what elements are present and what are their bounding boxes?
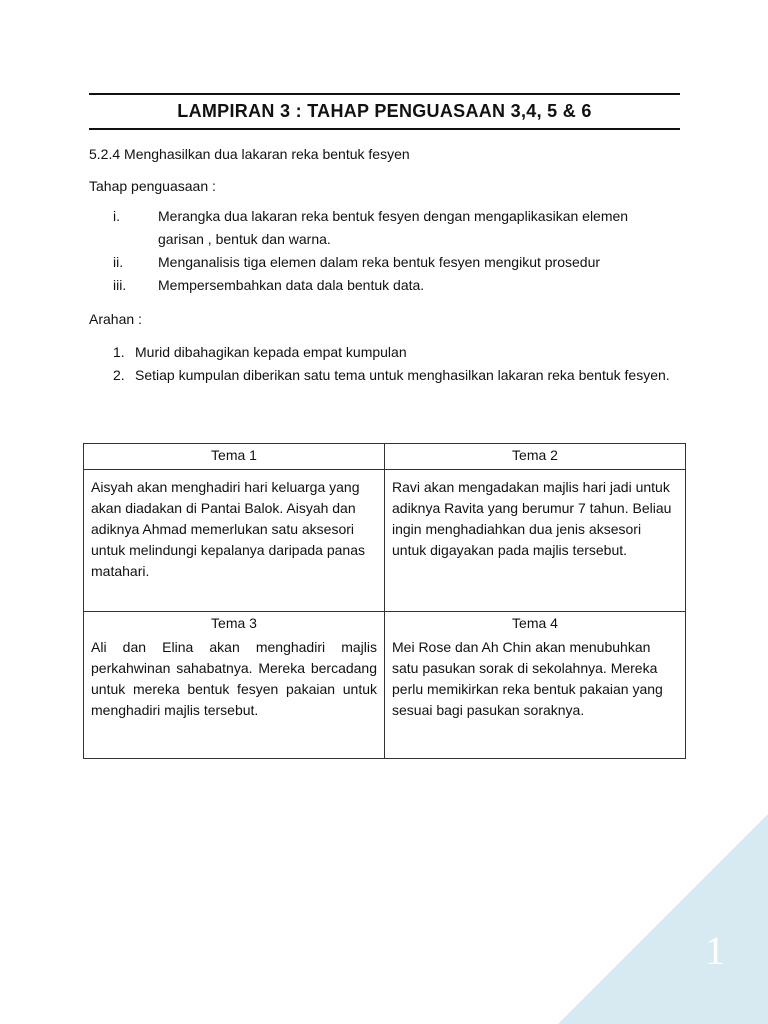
tema-1-text: Aisyah akan menghadiri hari keluarga yang akan diadakan di Pantai Balok. Aisyah dan adiknya Ahmad memerlukan satu aksesori untuk melindungi kepalanya daripada panas matahari. [84,469,384,582]
tema-1-title: Tema 1 [211,447,257,463]
arahan-list [113,341,673,387]
list-item-text: Setiap kumpulan diberikan satu tema untuk menghasilkan lakaran reka bentuk fesyen. [135,367,670,383]
list-item [113,341,673,364]
tema-3-text: Ali dan Elina akan menghadiri majlis perkahwinan sahabatnya. Mereka bercadang untuk mereka bentuk fesyen pakaian untuk menghadiri majlis tersebut. [91,639,377,718]
list-marker: i. [113,208,120,224]
page-title: LAMPIRAN 3 : TAHAP PENGUASAAN 3,4, 5 & 6 [89,93,680,130]
list-item-text: Merangka dua lakaran reka bentuk fesyen dengan mengaplikasikan elemen garisan , bentuk dan warna. [158,208,629,247]
tema-4-cell [385,612,686,759]
tema-2-text: Ravi akan mengadakan majlis hari jadi untuk adiknya Ravita yang berumur 7 tahun. Beliau ingin menghadiahkan dua jenis aksesori untuk digayakan pada majlis tersebut. [385,469,685,561]
tema-4-text: Mei Rose dan Ah Chin akan menubuhkan satu pasukan sorak di sekolahnya. Mereka perlu memikirkan reka bentuk pakaian yang sesuai bagi pasukan soraknya. [392,639,663,718]
list-marker: iii. [113,277,127,293]
list-item-text: Menganalisis tiga elemen dalam reka bentuk fesyen mengikut prosedur [158,254,601,270]
tema-1-cell [84,444,385,612]
list-item-text: Mempersembahkan data dala bentuk data. [158,277,425,293]
tema-3-title: Tema 3 [211,615,257,631]
arahan-label: Arahan : [89,311,142,327]
list-item-text: Murid dibahagikan kepada empat kumpulan [135,344,407,360]
tema-2-title: Tema 2 [512,447,558,463]
list-item [113,274,673,297]
tema-table [83,443,686,759]
list-item [113,205,673,251]
standard-text: 5.2.4 Menghasilkan dua lakaran reka bentuk fesyen [89,146,410,162]
list-marker: ii. [113,254,124,270]
tahap-list [113,205,673,297]
list-item [113,364,673,387]
tema-4-title: Tema 4 [512,615,558,631]
page-number: 1 [705,928,725,973]
tema-3-cell [84,612,385,759]
table-row [84,612,686,759]
list-item [113,251,673,274]
table-row [84,444,686,612]
list-marker: 1. [113,344,125,360]
corner-decoration [558,814,768,1024]
list-marker: 2. [113,367,125,383]
tahap-label: Tahap penguasaan : [89,178,216,194]
tema-2-cell [385,444,686,612]
